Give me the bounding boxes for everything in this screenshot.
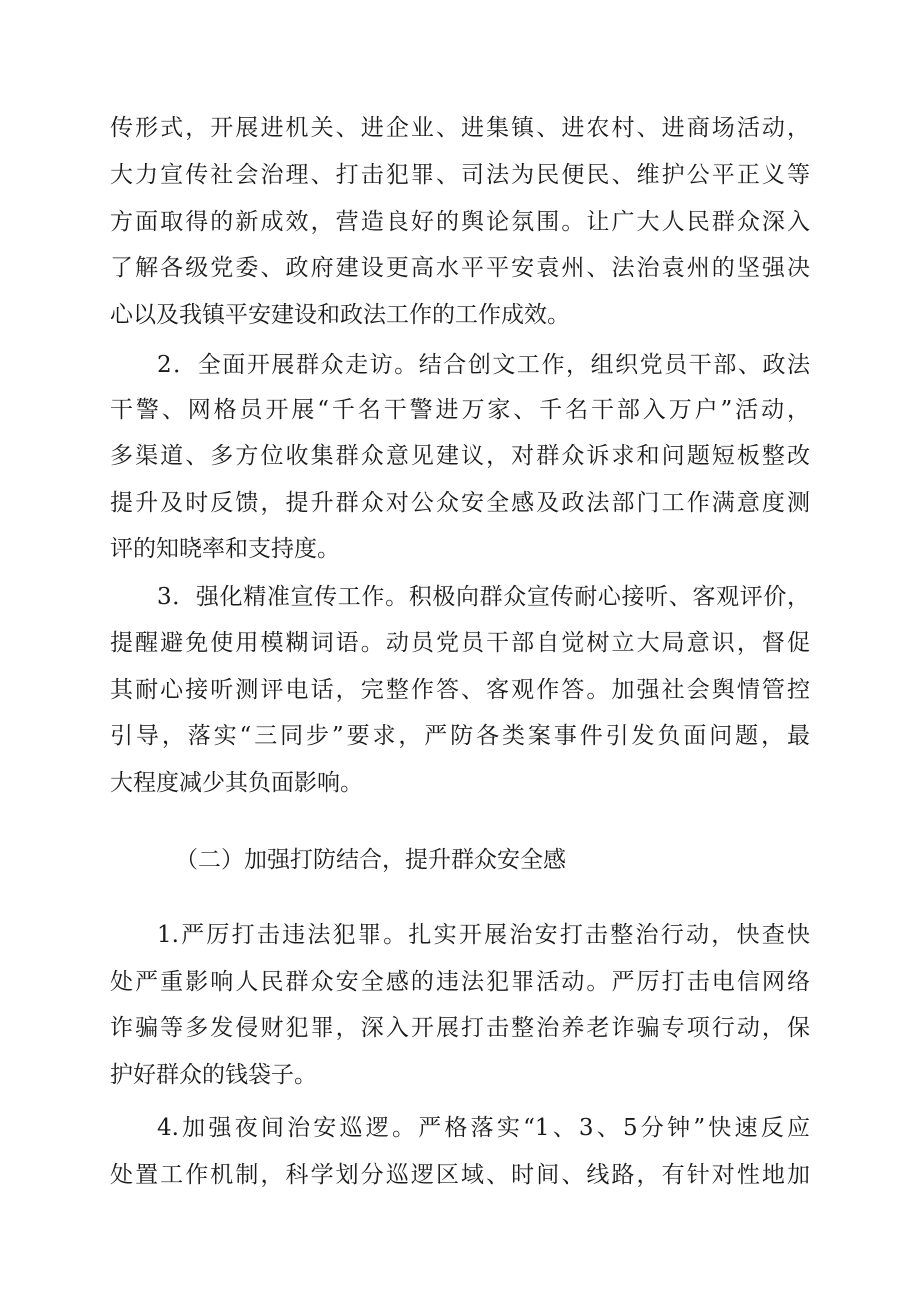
paragraph-start-line: 3．强化精准宣传工作。积极向群众宣传耐心接听、客观评价， [157,584,810,610]
text-line: 提醒避免使用模糊词语。动员党员干部自觉树立大局意识，督促 [110,630,810,656]
text-line: 干警、网格员开展“千名干警进万家、千名干部入万户”活动， [110,397,810,423]
text-line: 处严重影响人民群众安全感的违法犯罪活动。严厉打击电信网络 [110,969,810,995]
paragraph-start-line: 2．全面开展群众走访。结合创文工作，组织党员干部、政法 [157,352,810,378]
paragraph-start-line: 4.加强夜间治安巡逻。严格落实“1、3、5分钟”快速反应 [157,1115,810,1141]
text-line: 了解各级党委、政府建设更高水平平安袁州、法治袁州的坚强决 [110,255,810,281]
text-line: 心以及我镇平安建设和政法工作的工作成效。 [110,302,570,328]
paragraph-start-line: 1.严厉打击违法犯罪。扎实开展治安打击整治行动，快查快 [157,922,810,948]
text-line: 大程度减少其负面影响。 [110,770,363,796]
text-line: 传形式，开展进机关、进企业、进集镇、进农村、进商场活动， [110,115,810,141]
text-line: 诈骗等多发侵财犯罪，深入开展打击整治养老诈骗专项行动，保 [110,1015,810,1041]
text-line: 大力宣传社会治理、打击犯罪、司法为民便民、维护公平正义等 [110,162,810,188]
text-line: 评的知晓率和支持度。 [110,536,340,562]
text-line: 其耐心接听测评电话，完整作答、客观作答。加强社会舆情管控 [110,677,810,703]
text-line: 提升及时反馈，提升群众对公众安全感及政法部门工作满意度测 [110,490,810,516]
text-line: 方面取得的新成效，营造良好的舆论氛围。让广大人民群众深入 [110,209,810,235]
section-heading: （二）加强打防结合，提升群众安全感 [175,847,566,873]
text-line: 引导，落实“三同步”要求，严防各类案事件引发负面问题，最 [110,723,810,749]
text-line: 护好群众的钱袋子。 [110,1062,317,1088]
text-line: 处置工作机制，科学划分巡逻区域、时间、线路，有针对性地加 [110,1162,810,1188]
text-line: 多渠道、多方位收集群众意见建议，对群众诉求和问题短板整改 [110,443,810,469]
